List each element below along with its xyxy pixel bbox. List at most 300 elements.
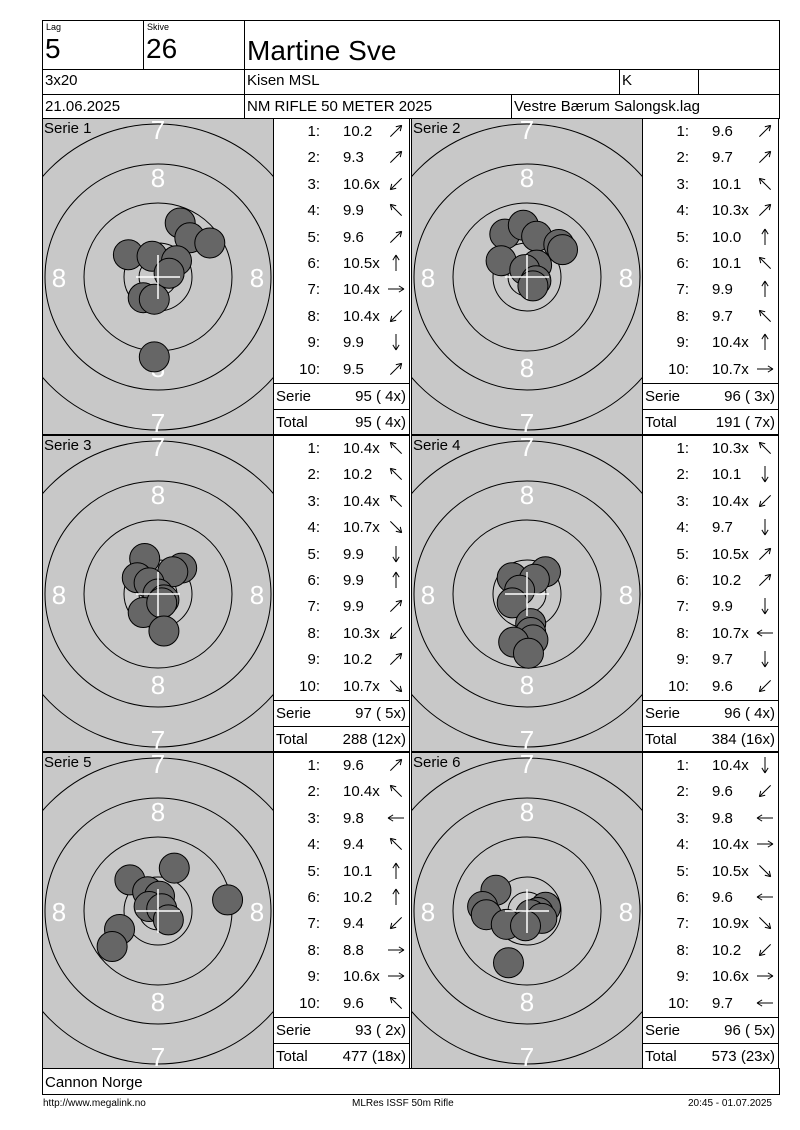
total-sum-label: Total [645,1048,677,1065]
score-panel-2 [642,118,779,435]
lag-box [42,20,144,70]
ring-number-label: 7 [519,408,535,434]
direction-arrow-icon [386,676,406,696]
direction-arrow-icon [386,438,406,458]
shot-value: 10.2 [343,466,373,484]
shot-number: 4: [676,202,689,220]
direction-arrow-icon [386,121,406,141]
shot-value: 9.6 [712,783,733,801]
shot-row [643,647,778,673]
direction-arrow-icon [755,570,775,590]
direction-arrow-icon [755,808,775,828]
ring-number-label: 8 [51,263,67,293]
shot-row [643,964,778,990]
shot-row [643,885,778,911]
direction-arrow-icon [755,649,775,669]
shot-row [643,911,778,937]
direction-arrow-icon [755,174,775,194]
shot-value: 10.0 [712,228,742,246]
shot-number: 1: [676,123,689,140]
result-sheet [42,20,780,1095]
shot-number: 7: [676,915,689,933]
shot-number: 5: [676,545,689,563]
direction-arrow-icon [755,200,775,220]
shot-hole [518,271,548,301]
shot-number: 9: [676,968,689,986]
shot-number: 1: [676,440,689,457]
shot-number: 1: [307,123,320,140]
shot-value: 10.4x [712,836,749,854]
ring-number-label: 8 [618,580,634,610]
shot-value: 10.5x [712,862,749,880]
direction-arrow-icon [386,200,406,220]
serie-sum-value: 96 ( 4x) [724,705,775,722]
ring-number-label: 8 [618,897,634,927]
total-sum-label: Total [276,414,308,431]
direction-arrow-icon [755,517,775,537]
shot-value: 9.6 [712,677,733,695]
direction-arrow-icon [755,755,775,775]
shot-value: 10.1 [343,862,373,880]
direction-arrow-icon [755,464,775,484]
shot-row [274,964,409,990]
direction-arrow-icon [386,464,406,484]
direction-arrow-icon [755,676,775,696]
shot-value: 10.2 [343,889,373,906]
shot-number: 10: [299,994,320,1012]
shot-number: 10: [299,677,320,695]
serie-sum-value: 93 ( 2x) [355,1022,406,1039]
serie-title: Serie 3 [44,437,92,454]
shot-row [643,225,778,251]
direction-arrow-icon [386,544,406,564]
shot-row [274,938,409,964]
class-box [619,69,699,95]
shot-number: 6: [676,572,689,589]
shot-number: 8: [307,307,320,325]
date-box [42,94,245,119]
shot-value: 10.5x [343,255,380,272]
shot-row [274,594,409,620]
shot-value: 9.6 [343,228,364,246]
ring-number-label: 7 [519,1042,535,1068]
shot-number: 10: [668,360,689,378]
shot-row [643,172,778,198]
skive-box [143,20,245,70]
direction-arrow-icon [386,332,406,352]
shooter-name: Martine Sve [247,35,397,66]
shot-number: 9: [676,334,689,352]
shot-number: 2: [307,466,320,484]
shot-value: 9.6 [343,757,364,774]
serie-sum-value: 96 ( 3x) [724,388,775,405]
target-face [412,119,642,434]
shot-value: 10.3x [343,624,380,642]
sponsor-value: Cannon Norge [45,1074,143,1091]
shot-row [643,806,778,832]
shot-number: 3: [676,492,689,510]
total-sum-value: 477 (18x) [342,1048,406,1065]
ring-number-label: 8 [519,797,535,827]
shot-value: 10.4x [712,757,749,774]
shot-row [643,277,778,303]
shot-value: 9.9 [343,598,364,616]
shot-value: 10.7x [712,624,749,642]
shot-number: 5: [307,545,320,563]
direction-arrow-icon [755,332,775,352]
direction-arrow-icon [386,253,406,273]
skive-label: Skive [147,22,170,32]
serie-title: Serie 2 [413,120,461,137]
serie-sum-label: Serie [645,705,681,722]
serie-sum-value: 95 ( 4x) [355,388,406,405]
shot-row [274,542,409,568]
shot-value: 10.3x [712,202,749,220]
direction-arrow-icon [755,306,775,326]
serie-title: Serie 6 [413,754,461,771]
shot-row [274,357,409,383]
direction-arrow-icon [755,253,775,273]
target-face [43,753,273,1068]
direction-arrow-icon [386,834,406,854]
direction-arrow-icon [755,993,775,1013]
shot-number: 1: [307,757,320,774]
serie-sum [274,700,409,726]
shot-value: 9.6 [343,994,364,1012]
shot-value: 9.4 [343,915,364,933]
direction-arrow-icon [755,596,775,616]
ring-number-label: 7 [519,725,535,751]
ring-number-label: 8 [420,263,436,293]
shot-row [643,436,778,462]
ring-number-label: 8 [150,163,166,193]
shot-value: 9.9 [343,572,364,589]
shot-row [274,436,409,462]
shot-number: 9: [307,651,320,669]
direction-arrow-icon [386,279,406,299]
shot-value: 10.6x [343,968,380,986]
total-sum [274,726,409,752]
shot-row [643,779,778,805]
shot-number: 8: [676,624,689,642]
ring-number-label: 8 [519,480,535,510]
shot-number: 7: [676,598,689,616]
shot-value: 9.6 [712,889,733,906]
shot-value: 10.4x [712,334,749,352]
ring-number-label: 8 [51,897,67,927]
shot-row [274,647,409,673]
sponsor-box [42,1068,780,1095]
ring-number-label: 8 [420,897,436,927]
target-face [412,436,642,751]
direction-arrow-icon [755,544,775,564]
shot-number: 2: [307,783,320,801]
ring-number-label: 7 [150,119,166,145]
shot-value: 10.2 [343,123,373,140]
shot-hole [548,235,578,265]
ring-number-label: 8 [420,580,436,610]
shot-value: 9.9 [712,281,733,299]
shot-row [274,277,409,303]
target-4 [411,435,643,752]
class-value: K [622,72,633,89]
ring-number-label: 7 [150,408,166,434]
total-sum [643,1043,778,1069]
shot-value: 9.9 [712,598,733,616]
shot-row [643,938,778,964]
serie-sum-label: Serie [645,388,681,405]
direction-arrow-icon [386,517,406,537]
shot-value: 10.2 [343,651,373,669]
date-value: 21.06.2025 [45,98,121,115]
shot-value: 10.3x [712,440,749,457]
direction-arrow-icon [386,359,406,379]
ring-number-label: 7 [150,753,166,779]
score-panel-3 [273,435,410,752]
shot-number: 6: [676,255,689,272]
total-sum [643,409,778,435]
shot-row [274,885,409,911]
shot-row [274,859,409,885]
direction-arrow-icon [386,940,406,960]
shot-row [643,568,778,594]
ring-number-label: 8 [519,987,535,1017]
shot-row [274,489,409,515]
direction-arrow-icon [386,596,406,616]
shot-hole [513,638,543,668]
event-value: NM RIFLE 50 METER 2025 [247,98,433,115]
club-value: Vestre Bærum Salongsk.lag [514,98,700,115]
shot-value: 10.7x [712,360,749,378]
ring-number-label: 7 [519,119,535,145]
score-panel-4 [642,435,779,752]
shot-number: 5: [676,862,689,880]
footer-software: MLRes ISSF 50m Rifle [352,1098,454,1109]
shot-number: 9: [307,334,320,352]
ring-number-label: 8 [249,580,265,610]
serie-sum [643,1017,778,1043]
shot-row [274,753,409,779]
shot-number: 10: [299,360,320,378]
shot-number: 3: [307,175,320,193]
footer-url[interactable]: http://www.megalink.no [43,1098,146,1109]
direction-arrow-icon [386,808,406,828]
shot-hole [139,342,169,372]
shot-hole [147,588,177,618]
total-sum-label: Total [276,1048,308,1065]
club-short-box [244,69,620,95]
target-6 [411,752,643,1069]
shot-value: 9.7 [712,651,733,669]
total-sum [643,726,778,752]
ring-number-label: 8 [519,353,535,383]
serie-sum [274,383,409,409]
shot-hole [139,284,169,314]
shot-row [274,674,409,700]
shot-number: 7: [676,281,689,299]
direction-arrow-icon [386,966,406,986]
direction-arrow-icon [386,887,406,907]
shot-row [274,911,409,937]
target-face [412,753,642,1068]
shot-value: 9.3 [343,149,364,167]
shot-row [643,753,778,779]
event-box [244,94,512,119]
serie-sum-label: Serie [276,705,312,722]
club-short-value: Kisen MSL [247,72,320,89]
shot-value: 10.4x [343,440,380,457]
lag-label: Lag [46,22,62,32]
program-box [42,69,245,95]
direction-arrow-icon [386,861,406,881]
serie-sum-value: 96 ( 5x) [724,1022,775,1039]
shot-number: 2: [676,783,689,801]
target-3 [42,435,274,752]
shot-row [274,568,409,594]
serie-sum [274,1017,409,1043]
shot-row [274,225,409,251]
shot-row [643,330,778,356]
serie-title: Serie 4 [413,437,461,454]
shot-row [643,515,778,541]
shot-row [643,621,778,647]
shot-row [643,991,778,1017]
direction-arrow-icon [755,623,775,643]
shot-value: 10.9x [712,915,749,933]
shot-value: 9.5 [343,360,364,378]
shot-number: 4: [676,519,689,537]
shot-row [643,832,778,858]
shot-number: 8: [307,624,320,642]
serie-sum-label: Serie [276,1022,312,1039]
shot-value: 8.8 [343,941,364,959]
shot-number: 10: [668,677,689,695]
shot-number: 1: [676,757,689,774]
score-panel-5 [273,752,410,1069]
target-5 [42,752,274,1069]
total-sum-value: 95 ( 4x) [355,414,406,431]
shot-value: 10.6x [712,968,749,986]
shot-hole [511,911,541,941]
skive-value: 26 [146,33,178,64]
shot-value: 10.6x [343,175,380,193]
shot-value: 9.4 [343,836,364,854]
shot-value: 10.1 [712,466,742,484]
shot-value: 9.8 [343,809,364,827]
shot-row [274,832,409,858]
total-sum-value: 573 (23x) [711,1048,775,1065]
shot-row [274,462,409,488]
shot-row [643,304,778,330]
club-box [511,94,780,119]
shot-row [274,198,409,224]
direction-arrow-icon [386,227,406,247]
direction-arrow-icon [755,359,775,379]
shot-value: 10.5x [712,545,749,563]
shot-number: 6: [307,572,320,589]
direction-arrow-icon [386,913,406,933]
shot-row [274,515,409,541]
shot-number: 6: [676,889,689,906]
direction-arrow-icon [755,966,775,986]
shot-row [274,330,409,356]
shot-number: 2: [307,149,320,167]
shot-row [274,991,409,1017]
shot-row [643,251,778,277]
shot-number: 9: [307,968,320,986]
shot-number: 10: [668,994,689,1012]
direction-arrow-icon [755,861,775,881]
shot-number: 4: [307,202,320,220]
shot-number: 7: [307,915,320,933]
ring-number-label: 7 [150,725,166,751]
direction-arrow-icon [386,306,406,326]
shot-value: 10.4x [343,281,380,299]
shot-value: 10.4x [343,307,380,325]
ring-number-label: 8 [519,670,535,700]
shot-value: 9.9 [343,545,364,563]
shot-hole [149,616,179,646]
target-face [43,119,273,434]
shot-value: 10.4x [343,783,380,801]
direction-arrow-icon [755,940,775,960]
target-face [43,436,273,751]
direction-arrow-icon [386,570,406,590]
direction-arrow-icon [386,781,406,801]
direction-arrow-icon [755,781,775,801]
ring-number-label: 7 [519,436,535,462]
shot-row [274,621,409,647]
serie-title: Serie 1 [44,120,92,137]
shot-hole [213,885,243,915]
ring-number-label: 8 [150,480,166,510]
shot-hole [97,932,127,962]
ring-number-label: 8 [51,580,67,610]
direction-arrow-icon [386,174,406,194]
shot-number: 5: [307,862,320,880]
shot-number: 8: [676,941,689,959]
shot-number: 4: [676,836,689,854]
shot-number: 6: [307,889,320,906]
shot-value: 10.7x [343,677,380,695]
shot-number: 4: [307,836,320,854]
shot-value: 9.6 [712,123,733,140]
direction-arrow-icon [386,623,406,643]
target-1 [42,118,274,435]
shot-number: 8: [676,307,689,325]
direction-arrow-icon [755,147,775,167]
shot-row [643,594,778,620]
serie-sum [643,700,778,726]
shot-row [643,462,778,488]
score-panel-1 [273,118,410,435]
direction-arrow-icon [386,649,406,669]
shot-row [643,489,778,515]
score-panel-6 [642,752,779,1069]
shot-value: 10.2 [712,572,742,589]
shot-row [643,859,778,885]
ring-number-label: 8 [519,163,535,193]
ring-number-label: 7 [150,1042,166,1068]
ring-number-label: 8 [249,897,265,927]
serie-sum-value: 97 ( 5x) [355,705,406,722]
direction-arrow-icon [755,121,775,141]
direction-arrow-icon [755,913,775,933]
shot-value: 9.9 [343,202,364,220]
shot-number: 3: [676,175,689,193]
direction-arrow-icon [386,755,406,775]
shot-hole [159,853,189,883]
